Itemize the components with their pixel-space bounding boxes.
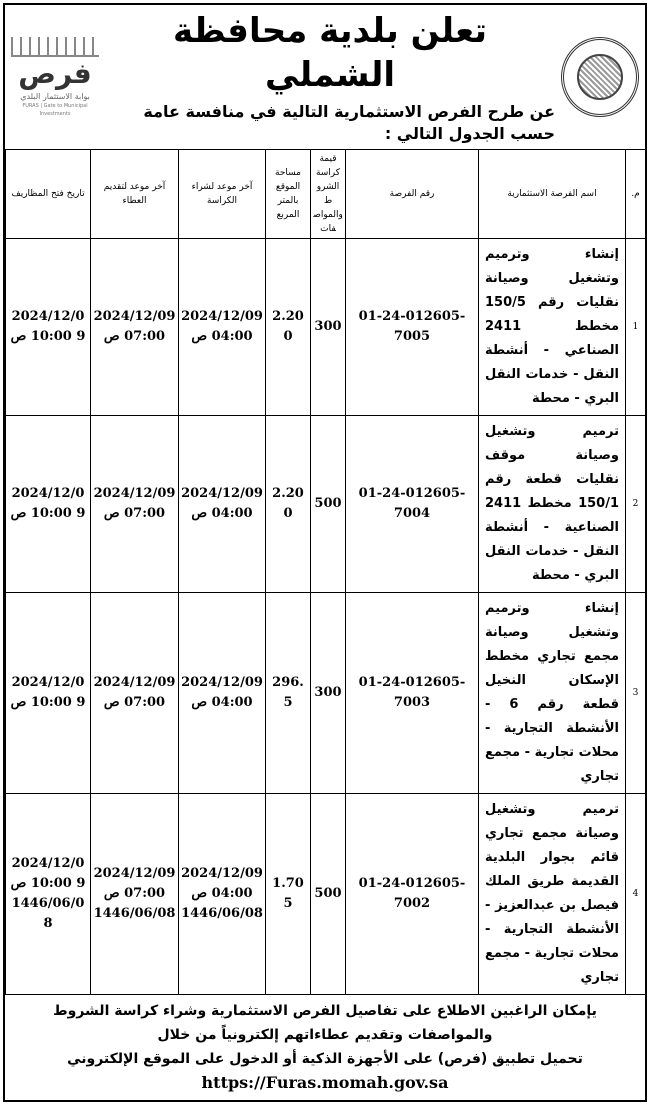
furas-logo: [11, 37, 99, 118]
subtitle: عن طرح الفرص الاستثمارية التالية في منافسة عامة حسب الجدول التالي :: [143, 102, 555, 143]
table-row: [6, 239, 646, 416]
advertisement: [3, 3, 647, 1102]
opportunity-name: إنشاء وترميم وتشغيل وصيانة نقليات رقم 150/5 مخطط 2411 الصناعي - أنشطة النقل - خدمات النقل البري - محطة: [479, 239, 626, 416]
opportunity-name: ترميم وتشغيل وصيانة موقف نقليات قطعة رقم 150/1 مخطط 2411 الصناعية - أنشطة النقل - خدمات النقل البري - محطة: [479, 416, 626, 593]
purchase-deadline: 2024/12/09 04:00 ص 1446/06/08: [179, 794, 266, 995]
row-number: 3: [626, 593, 646, 794]
submission-deadline: 2024/12/09 07:00 ص 1446/06/08: [91, 794, 179, 995]
municipality-seal-logo: [561, 37, 639, 117]
header-text: [105, 9, 555, 145]
table-row: [6, 416, 646, 593]
submission-deadline: 2024/12/09 07:00 ص: [91, 239, 179, 416]
booklet-fee: 300: [311, 593, 346, 794]
logo-mark: فرص: [18, 56, 92, 90]
footer: [5, 995, 645, 1100]
col-fee: قيمة كراسة الشروط والمواصفات: [311, 150, 346, 239]
col-id: رقم الفرصة: [346, 150, 479, 239]
opportunity-id: 01-24-012605-7005: [346, 239, 479, 416]
header: [5, 5, 645, 149]
col-open: تاريخ فتح المظاريف: [6, 150, 91, 239]
footer-line-1: يإمكان الراغبين الاطلاع على تفاصيل الفرص الاستثمارية وشراء كراسة الشروط والمواصفات وتقديم عطاءاتهم إلكترونياً من خلال: [53, 1003, 597, 1043]
envelope-opening-date: 2024/12/09 10:00 ص: [6, 239, 91, 416]
col-name: اسم الفرصة الاستثمارية: [479, 150, 626, 239]
site-area: 1.705: [266, 794, 311, 995]
opportunity-id: 01-24-012605-7004: [346, 416, 479, 593]
table-row: [6, 794, 646, 995]
row-number: 2: [626, 416, 646, 593]
footer-line-2: تحميل تطبيق (فرص) على الأجهزة الذكية أو الدخول على الموقع الإلكتروني: [67, 1051, 583, 1067]
logo-english: FURAS | Gate to Municipal Investments: [22, 102, 88, 117]
purchase-deadline: 2024/12/09 04:00 ص: [179, 593, 266, 794]
envelope-opening-date: 2024/12/09 10:00 ص: [6, 416, 91, 593]
opportunity-id: 01-24-012605-7002: [346, 794, 479, 995]
booklet-fee: 500: [311, 794, 346, 995]
website-link[interactable]: https://Furas.momah.gov.sa: [201, 1073, 449, 1092]
logo-arabic: بوابة الاستثمار البلدي: [20, 91, 90, 101]
opportunities-table: [5, 149, 646, 995]
page-title: تعلن بلدية محافظة الشملي: [172, 11, 488, 95]
envelope-opening-date: 2024/12/09 10:00 ص: [6, 593, 91, 794]
col-no: م.: [626, 150, 646, 239]
col-area: مساحة الموقع بالمتر المربع: [266, 150, 311, 239]
submission-deadline: 2024/12/09 07:00 ص: [91, 593, 179, 794]
purchase-deadline: 2024/12/09 04:00 ص: [179, 416, 266, 593]
opportunity-name: إنشاء وترميم وتشغيل وصيانة مجمع تجاري مخطط الإسكان النخيل قطعة رقم 6 - الأنشطة التجارية - محلات تجارية - مجمع تجاري: [479, 593, 626, 794]
table-row: [6, 593, 646, 794]
site-area: 2.200: [266, 416, 311, 593]
site-area: 2.200: [266, 239, 311, 416]
col-submit: آخر موعد لتقديم العطاء: [91, 150, 179, 239]
booklet-fee: 500: [311, 416, 346, 593]
skyline-icon: [11, 37, 99, 57]
col-purchase: آخر موعد لشراء الكراسة: [179, 150, 266, 239]
envelope-opening-date: 2024/12/09 10:00 ص 1446/06/08: [6, 794, 91, 995]
opportunity-name: ترميم وتشغيل وصيانة مجمع تجاري قائم بجوار البلدية القديمة طريق الملك فيصل بن عبدالعزيز - الأنشطة التجارية - محلات تجارية - مجمع تجاري: [479, 794, 626, 995]
booklet-fee: 300: [311, 239, 346, 416]
table-header: [6, 150, 646, 239]
row-number: 4: [626, 794, 646, 995]
site-area: 296.5: [266, 593, 311, 794]
purchase-deadline: 2024/12/09 04:00 ص: [179, 239, 266, 416]
row-number: 1: [626, 239, 646, 416]
opportunity-id: 01-24-012605-7003: [346, 593, 479, 794]
submission-deadline: 2024/12/09 07:00 ص: [91, 416, 179, 593]
